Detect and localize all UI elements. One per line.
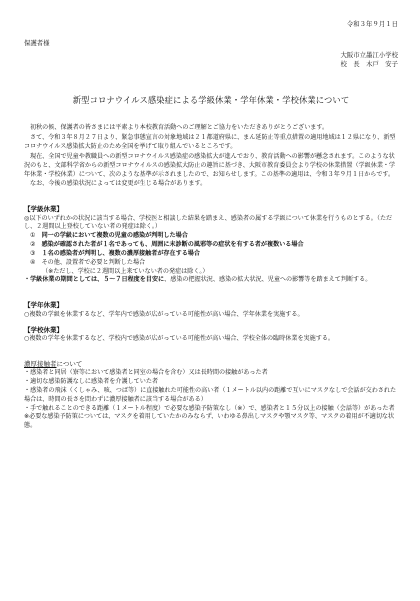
- intro-section: [24, 124, 398, 189]
- intro-paragraph: 現在、全国で児童や教職員への新型コロナウイルス感染症の感染拡大が進んでおり、教育活動への影響が懸念されます。このような状況のもと、文部科学省からの新型コロナウイルスの感染拡大防止の趣旨に基づき、大阪市教育委員会より学校の休業措置（学級休業・学年休業・学校休業）について、次のような基準が示されましたので、お知らせします。この基準の適用は、令和３年９月１日からです。: [24, 152, 396, 178]
- sender-block: [24, 51, 398, 71]
- closure-period: ・学級休業の期間としては、５～７日程度を目安に、感染の把握状況、感染の拡大状況、児童への影響等を踏まえて判断する。: [24, 276, 372, 284]
- intro-paragraph: 初秋の候、保護者の皆さまには平素より本校教育活動へのご理解とご協力をいただきありがとうございます。: [30, 124, 329, 132]
- intro-paragraph: なお、今後の感染状況によっては変更が生じる場合があります。: [30, 180, 207, 188]
- class-closure-lead: ◎以下のいずれかの状況に該当する場合、学校医と相談した結果を踏まえ、感染者の属する学級について休業を行うものとする。（ただし、２週間以上登校していない者の発症は除く。）: [24, 214, 393, 231]
- criteria-item: ① 同一の学級において複数の児童の感染が判明した場合: [30, 232, 188, 240]
- close-contact-heading: 濃厚接触者について: [24, 359, 83, 368]
- criteria-item: ② 感染が確認された者が１名であっても、周囲に未診断の風邪等の症状を有する者が複数いる場合: [30, 241, 304, 249]
- criteria-item: ④ その他、設置者で必要と判断した場合: [30, 258, 146, 266]
- criteria-item: ③ １名の感染者が判明し、複数の濃厚接触者が存在する場合: [30, 249, 200, 257]
- issue-date: 令和３年９月１日: [346, 20, 398, 28]
- school-closure-heading: 【学校休業】: [24, 325, 63, 334]
- school-closure-text: ○複数の学年を休業するなど、学校内で感染が広がっている可能性が高い場合、学校全体の臨時休業を実施する。: [24, 334, 335, 342]
- school-name: 大阪市立墨江小学校: [340, 50, 398, 59]
- class-closure-section: [24, 205, 398, 285]
- class-closure-heading: 【学級休業】: [24, 205, 63, 214]
- close-contact-footnote: ※必要な感染予防策については、マスクを着用していたかのみならず、いわゆる鼻出しマスクや顎マスク等、マスクの着用が不適切な状態。: [24, 413, 395, 430]
- grade-closure-text: ○複数の学級を休業するなど、学年内で感染が広がっている可能性が高い場合、学年休業を実施する。: [24, 310, 304, 318]
- close-contact-item: ・適切な感染防護なしに感染者を介護していた者: [24, 378, 159, 386]
- close-contact-item: ・手で触れることのできる距離（１メートル程度）で必要な感染予防策なし（※）で、感染者と１５分以上の接触（会話等）があった者: [24, 404, 395, 412]
- recipient: 保護者様: [24, 39, 50, 48]
- close-contact-item: ・感染者の飛沫（くしゃみ、咳、つば等）に直接触れた可能性の高い者（１メートル以内の距離で互いにマスクなしで会話が交わされた場合は、時間の長さを問わずに濃厚接触者に該当する場合がある）: [24, 386, 397, 403]
- intro-paragraph: さて、令和３年８月２７日より、緊急事態宣言の対象地域は２１都道府県に、まん延防止等重点措置の適用地域は１２県になり、新型コロナウイルス感染拡大防止のため全国を挙げて取り組んでいるところです。: [24, 134, 396, 151]
- close-contact-section: [24, 360, 398, 431]
- grade-closure-section: [24, 301, 398, 319]
- principal-name: 校 長 木戸 安子: [340, 60, 398, 69]
- close-contact-item: ・感染者と同居（寮等において感染者と同室の場合を含む）又は長時間の接触があった者: [24, 369, 268, 377]
- criteria-note: （※ただし、学校に２週間以上来ていない者の発症は除く。）: [42, 267, 209, 275]
- notice-title: 新型コロナウイルス感染症による学級休業・学年休業・学校休業について: [72, 95, 350, 106]
- school-closure-section: [24, 326, 398, 344]
- grade-closure-heading: 【学年休業】: [24, 301, 63, 310]
